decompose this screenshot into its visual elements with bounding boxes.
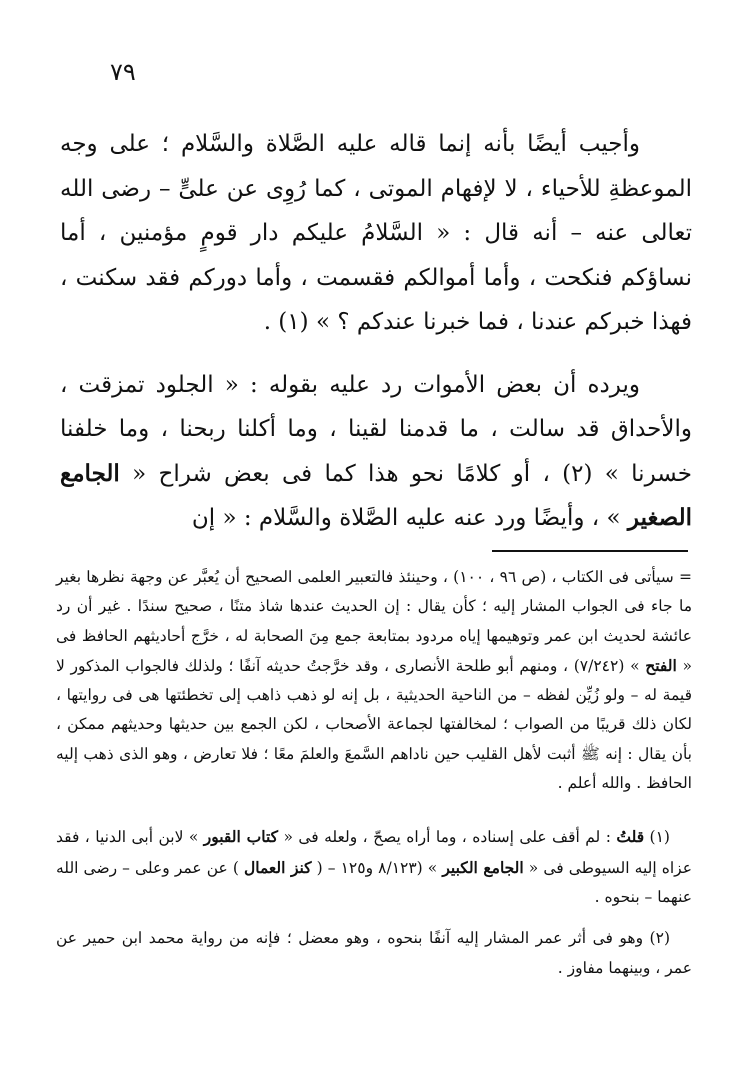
footnote-continuation: [56, 563, 692, 798]
book-title-fath: الفتح: [645, 655, 677, 675]
footnote-1-qultu: قلتُ: [616, 827, 645, 847]
footnote-2: (٢) وهو فى أثر عمر المشار إليه آنفًا بنحوه ، وهو معضل ؛ فإنه من رواية محمد ابن حمير عن عمر ، وبينهما مفاوز .: [56, 929, 692, 977]
page-number: ٧٩: [110, 58, 136, 86]
main-text: [60, 122, 692, 541]
footnote-1-part-b: » لابن أبى الدنيا ، فقد عزاه إليه السيوطى فى «: [56, 828, 692, 877]
footnote-1-number: (١): [649, 828, 670, 847]
footnote-1: [56, 822, 692, 912]
paragraph-2-part-b: » ، وأيضًا ورد عنه عليه الصَّلاة والسَّلام : « إن: [191, 505, 621, 531]
book-title-jami-saghir: الجامع الصغير: [60, 459, 692, 531]
paragraph-2-part-a: ويرده أن بعض الأموات رد عليه بقوله : « الجلود تمزقت ، والأحداق قد سالت ، ما قدمنا لقينا ، وما أكلنا ربحنا ، وما خلفنا خسرنا » (٢) ، أو كلامًا نحو هذا كما فى بعض شراح «: [60, 371, 693, 487]
footnotes: [56, 563, 692, 983]
footnote-divider: [492, 550, 688, 552]
book-title-jami-kabir: الجامع الكبير: [442, 857, 524, 877]
footnote-1-part-c: » (٨/١٢٣ و١٢٥ – (: [316, 858, 438, 877]
footnote-1-part-a: : لم أقف على إسناده ، وما أراه يصحّ ، ولعله فى «: [283, 828, 611, 847]
footnote-1-part-d: ) عن عمر وعلى – رضى الله عنهما – بنحوه .: [56, 858, 692, 906]
paragraph-1: وأجيب أيضًا بأنه إنما قاله عليه الصَّلاة والسَّلام ؛ على وجه الموعظةِ للأحياء ، لا لإفهام الموتى ، كما رُوِى عن علىٍّ – رضى الله تعالى عنه – أنه قال : « السَّلامُ عليكم دار قومٍ مؤمنين ، أما نساؤكم فنكحت ، وأما أموالكم فقسمت ، وأما دوركم فقد سكنت ، فهذا خبركم عندنا ، فما خبرنا عندكم ؟ » (١) .: [60, 131, 692, 335]
book-title-kanz-ummal: كنز العمال: [243, 857, 312, 877]
book-title-kitab-qubur: كتاب القبور: [203, 827, 279, 847]
footnote-continuation-part-b: » (٧/٢٤٢) ، ومنهم أبو طلحة الأنصارى ، وقد خرَّجتُ حديثه آنفًا ؛ ولذلك فالجواب المذكور لا قيمة له – ولو زُيِّن لفظه – من الناحية الحديثية ، بل إنه لو ذهب ذاهب إلى تخطئتها هى فى روايتها ، لكان ذلك قريبًا من الصواب ؛ لمخالفتها لجماعة الأصحاب ، لكن الجمع بين حديثها وحديثهم ممكن ، بأن يقال : إنه ﷺ أثبت لأهل القليب حين ناداهم السَّمعَ والعلمَ معًا ؛ فلا تعارض ، وهو الذى ذهب إليه الحافظ . والله أعلم .: [56, 656, 692, 793]
footnote-continuation-part-a: = سيأتى فى الكتاب ، (ص ٩٦ ، ١٠٠) ، وحينئذ فالتعبير العلمى الصحيح أن يُعبَّر عن وجهة نظرها بغير ما جاء فى الجواب المشار إليه ؛ كأن يقال : إن الحديث عندها شاذ متنًا ، صحيح سندًا . غير أن رد عائشة لحديث ابن عمر وتوهيمها إياه مردود بمتابعة جمع مِنَ الصحابة له ، خرَّج أحاديثهم الحافظ فى «: [56, 568, 693, 675]
paragraph-2: [60, 363, 692, 541]
